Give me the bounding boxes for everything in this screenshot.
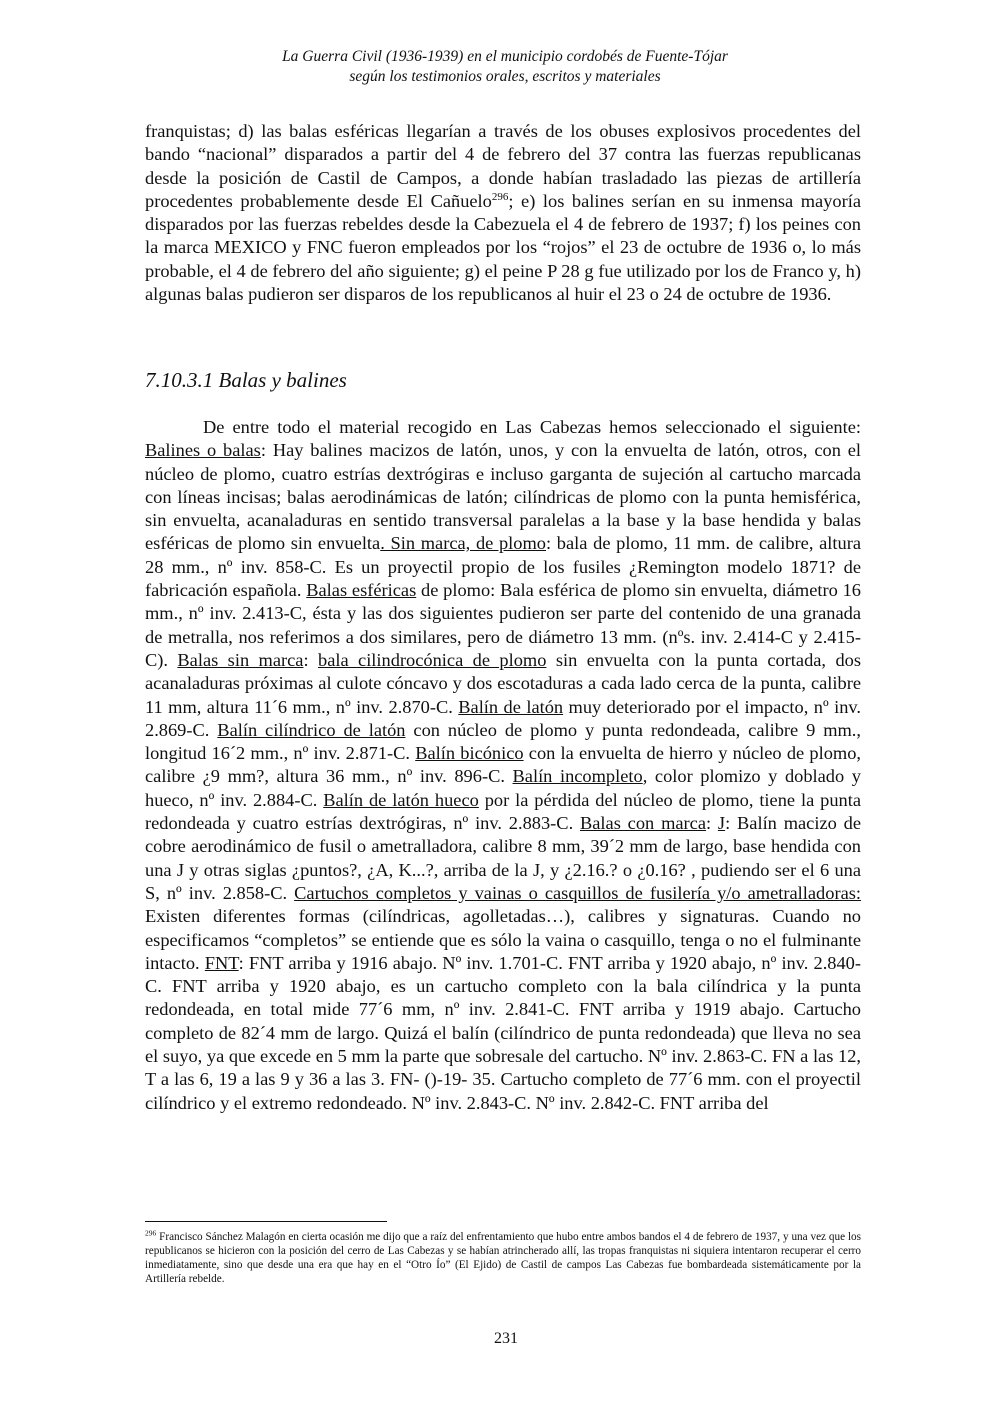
paragraph-text: con núcleo de plomo y punta redondeada, calibre 9 mm., longitud 16´2 mm., nº inv. 2.871-C. <box>145 719 862 764</box>
paragraph-text: sin envuelta con la punta cortada, dos acanaladuras próximas al culote cóncavo y dos escotaduras a cada lado cerca de la punta, calibre 11 mm, altura 11´6 mm., nº inv. 2.870-C. <box>145 649 861 717</box>
paragraph-text: : FNT arriba y 1916 abajo. Nº inv. 1.701-C. FNT arriba y 1920 abajo, nº inv. 2.840-C. FNT arriba y 1920 abajo, es un cartucho completo con la bala cilíndrica y la punta redondeada, en total mide 77´6 mm, nº inv. 2.841-C. FNT arriba y 1919 abajo. Cartucho completo de 82´4 mm de largo. Quizá el balín (cilíndrico de punta redondeada) que lleva no sea el suyo, ya que excede en 5 mm la parte que sobresale del cartucho. Nº inv. 2.863-C. FN a las 12, T a las 6, 19 a las 9 y 36 a las 3. FN- ()-19- 35. Cartucho completo de 77´6 mm. con el proyectil cilíndrico y el extremo redondeado. Nº inv. 2.843-C. Nº inv. 2.842-C. FNT arriba del <box>145 952 861 1113</box>
footnote <box>145 1228 861 1287</box>
footnote-separator <box>145 1221 387 1222</box>
paragraph-text: : Balín macizo de cobre aerodinámico de fusil o ametralladora, calibre 8 mm, 39´2 mm de largo, base hendida con una J y otras siglas ¿puntos?, ¿A, K...?, arriba de la J, y ¿2.16.? o ¿0.16? , pudiendo ser el 6 una S, nº inv. 2.858-C. <box>145 813 861 903</box>
paragraph-text: con la envuelta de hierro y núcleo de plomo, calibre ¿9 mm?, altura 36 mm., nº inv. 896-C. <box>145 743 861 787</box>
header-title-line1: La Guerra Civil (1936-1939) en el municipio cordobés de Fuente-Tójar <box>282 48 728 65</box>
underlined-term: . Sin marca, de plomo <box>380 533 546 554</box>
paragraph-text: , color plomizo y doblado y hueco, nº inv. 2.884-C. <box>145 766 861 810</box>
underlined-term: Cartuchos completos y vainas o casquillos de fusilería y/o ametralladoras: <box>294 882 861 903</box>
paragraph-text: de plomo: Bala esférica de plomo sin envuelta, diámetro 16 mm., nº inv. 2.413-C, ésta y las dos siguientes pudieron ser parte del contenido de una granada de metralla, nos referimos a dos similares, pero de diámetro 13 mm. (nºs. inv. 2.414-C y 2.415-C). <box>145 580 862 670</box>
paragraph-text: Existen diferentes formas (cilíndricas, agolletadas…), calibres y signaturas. Cuando no especificamos “completos” se entiende que es sólo la vaina o casquillo, tenga o no el fulminante intacto. <box>145 906 861 973</box>
underlined-term: FNT <box>204 952 239 973</box>
paragraph-text: muy deteriorado por el impacto, nº inv. 2.869-C. <box>145 696 862 740</box>
underlined-term: Balas sin marca <box>177 649 304 670</box>
header-title-line2: según los testimonios orales, escritos y materiales <box>349 68 661 85</box>
underlined-term: Balín bicónico <box>415 743 524 764</box>
paragraph-text: : <box>705 813 718 834</box>
underlined-term: Balines o balas <box>145 440 261 461</box>
underlined-term: bala cilindrocónica de plomo <box>318 649 547 670</box>
paragraph-text: : bala de plomo, 11 mm. de calibre, altura 28 mm., nº inv. 858-C. Es un proyectil propio de los fusiles ¿Remington modelo 1871? de fabricación española. <box>145 533 861 601</box>
underlined-term: Balín de latón <box>458 696 564 717</box>
underlined-term: Balas con marca <box>580 813 706 834</box>
paragraph-text: franquistas; d) las balas esféricas llegarían a través de los obuses explosivos procedentes del bando “nacional” disparados a partir del 4 de febrero del 37 contra las fuerzas republicanas desde la posición de Castil de Campos, a donde habían trasladado las piezas de artillería procedentes probablemente desde El Cañuelo <box>145 121 861 211</box>
body-paragraph-2 <box>145 416 861 1115</box>
footnote-reference[interactable]: 296 <box>491 190 509 203</box>
body-paragraph-1 <box>145 120 861 306</box>
paragraph-text: : Hay balines macizos de latón, unos, y con la envuelta de latón, otros, con el núcleo de plomo, cuatro estrías dextrógiras e incluso garganta de sujeción al cartucho marcada con líneas incisas; balas aerodinámicas de latón; cilíndricas de plomo con la punta hemisférica, sin envuelta, acanaladuras en sentido transversal paralelas a la base y la base hendida y balas esféricas de plomo sin envuelta <box>145 440 862 554</box>
underlined-term: J <box>717 813 726 834</box>
page-number: 231 <box>494 1330 518 1347</box>
paragraph-text: De entre todo el material recogido en Las Cabezas hemos seleccionado el siguiente: <box>203 417 861 437</box>
paragraph-text: ; e) los balines serían en su inmensa mayoría disparados por las fuerzas rebeldes desde la Cabezuela el 4 de febrero de 1937; f) los peines con la marca MEXICO y FNC fueron empleados por los “rojos” el 23 de octubre de 1936 o, lo más probable, el 4 de febrero del año siguiente; g) el peine P 28 g fue utilizado por los de Franco y, h) algunas balas pudieron ser disparos de los republicanos al huir el 23 o 24 de octubre de 1936. <box>145 190 861 305</box>
underlined-term: Balín cilíndrico de latón <box>217 719 406 740</box>
paragraph-text: por la pérdida del núcleo de plomo, tiene la punta redondeada y cuatro estrías dextrógiras, nº inv. 2.883-C. <box>145 789 861 834</box>
paragraph-text: : <box>303 649 318 670</box>
footnote-number: 296 <box>145 1228 157 1238</box>
underlined-term: Balín incompleto <box>512 766 643 787</box>
underlined-term: Balas esféricas <box>306 580 417 601</box>
footnote-text: Francisco Sánchez Malagón en cierta ocasión me dijo que a raíz del enfrentamiento que hubo entre ambos bandos el 4 de febrero de 1937, y una vez que los republicanos se hicieron con la posición del cerro de Las Cabezas y se habían atrincherado allí, las tropas franquistas ni siquiera intentaron recuperar el cerro inmediatamente, sino que desde una era que hay en el “Otro Ío” (El Ejido) de Castil de campos Las Cabezas fue bombardeada sistemáticamente por la Artillería rebelde. <box>145 1231 861 1285</box>
section-heading: 7.10.3.1 Balas y balines <box>145 368 347 392</box>
underlined-term: Balín de latón hueco <box>323 789 479 810</box>
running-header <box>0 47 1004 87</box>
